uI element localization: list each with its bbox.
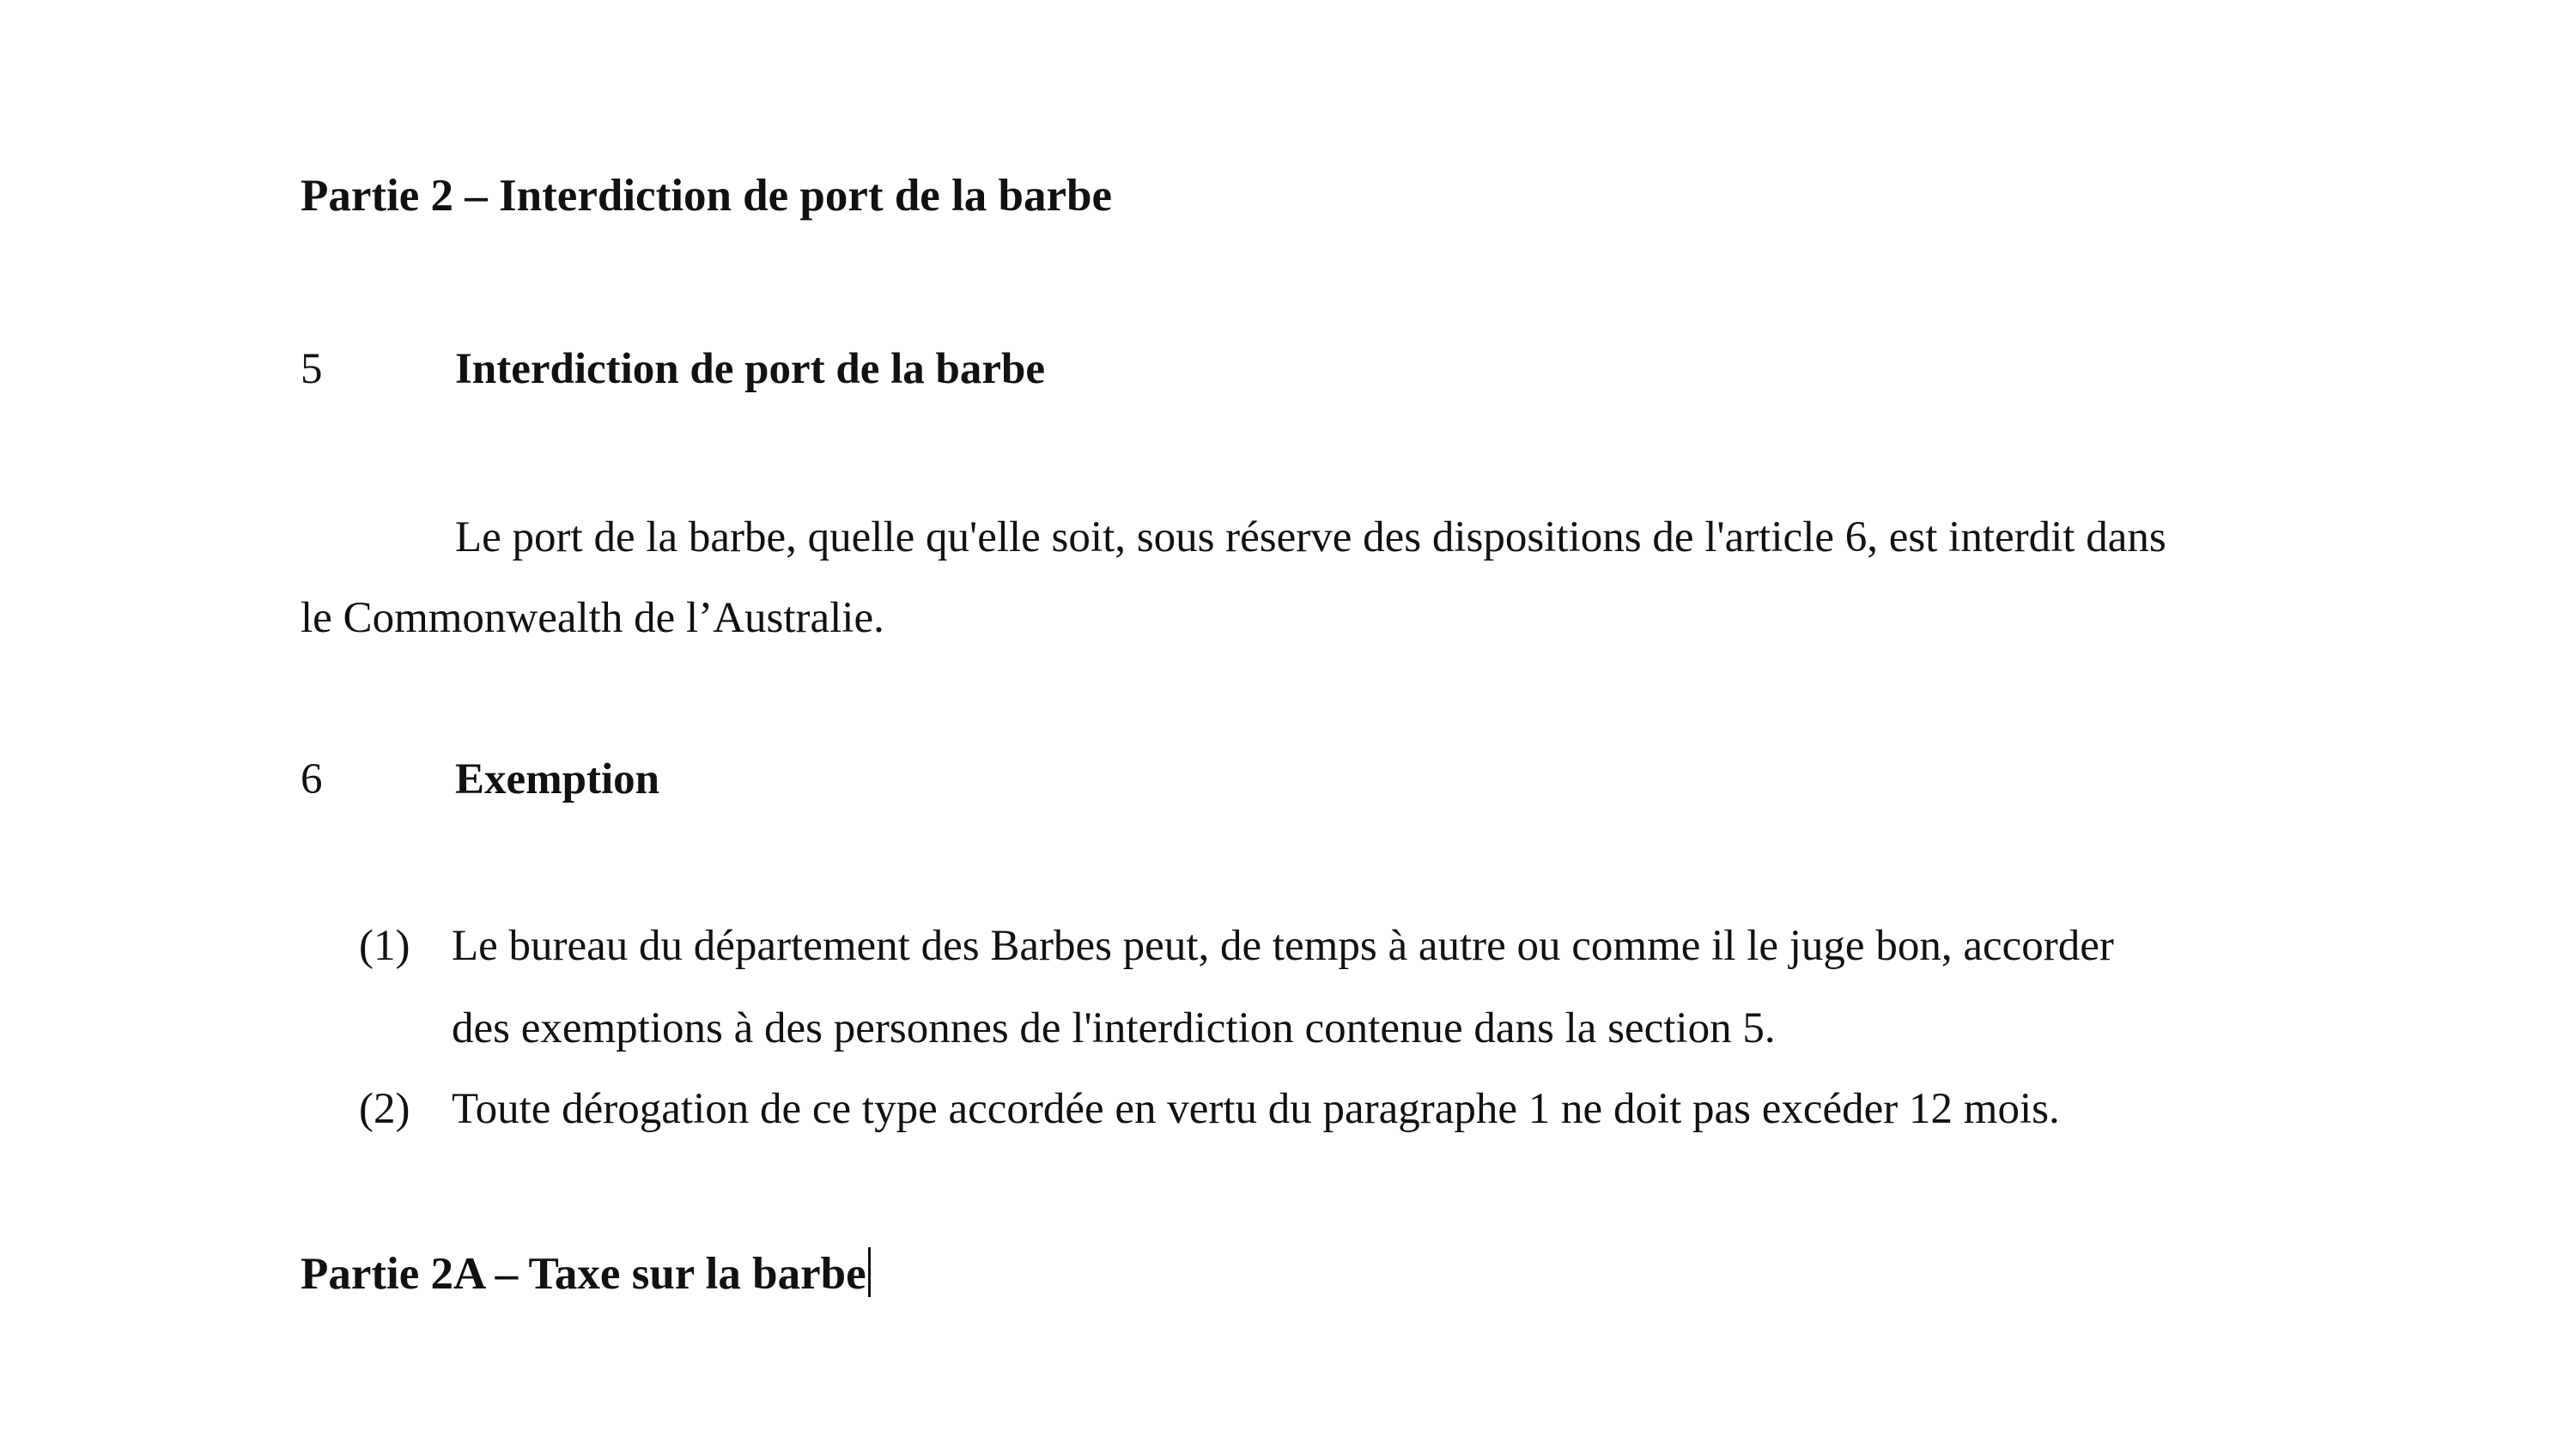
section-6-title: Exemption — [455, 755, 660, 803]
item-1-line-2: des exemptions à des personnes de l'interdiction contenue dans la section 5. — [452, 1004, 1776, 1052]
section-6-number: 6 — [301, 755, 323, 803]
part-2-heading: Partie 2 – Interdiction de port de la barbe — [301, 171, 1113, 221]
part-2a-heading: Partie 2A – Taxe sur la barbe — [301, 1249, 866, 1299]
part-2a-heading-line[interactable] — [301, 1246, 871, 1301]
item-1-line-1: Le bureau du département des Barbes peut, de temps à autre ou comme il le juge bon, accorder — [452, 922, 2114, 970]
item-2-line-1: Toute dérogation de ce type accordée en vertu du paragraphe 1 ne doit pas excéder 12 mois. — [452, 1085, 2060, 1133]
item-2-number: (2) — [359, 1085, 410, 1133]
section-5-body-line-2: le Commonwealth de l’Australie. — [301, 594, 884, 642]
text-cursor — [868, 1247, 871, 1297]
section-5-title: Interdiction de port de la barbe — [455, 345, 1046, 393]
section-5-number: 5 — [301, 345, 323, 393]
item-1-number: (1) — [359, 922, 410, 970]
section-5-body-line-1: Le port de la barbe, quelle qu'elle soit, sous réserve des dispositions de l'article 6, est interdit dans — [455, 513, 2166, 561]
